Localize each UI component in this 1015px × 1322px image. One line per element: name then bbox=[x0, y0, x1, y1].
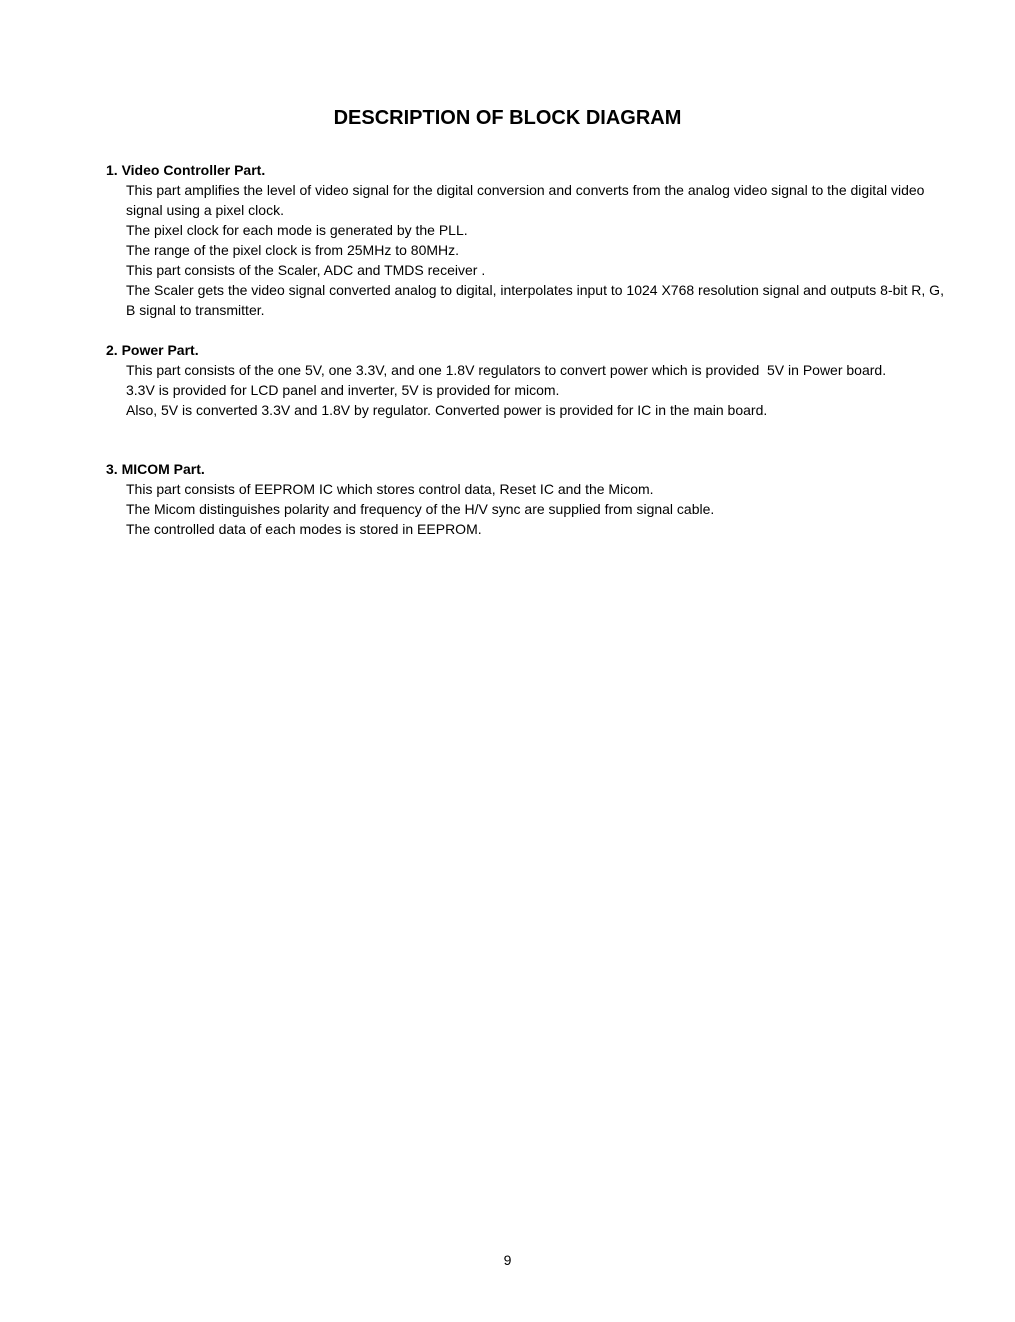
paragraph: The Scaler gets the video signal converted analog to digital, interpolates input to 1024 X768 resolution signal and outputs 8-bit R, G, B signal to transmitter. bbox=[126, 282, 944, 318]
section-heading: 1. Video Controller Part. bbox=[106, 162, 266, 178]
section-body bbox=[106, 180, 946, 320]
section-heading: 2. Power Part. bbox=[106, 342, 199, 358]
section-heading: 3. MICOM Part. bbox=[106, 461, 205, 477]
section-micom bbox=[106, 459, 946, 539]
paragraph: The range of the pixel clock is from 25MHz to 80MHz. bbox=[126, 242, 460, 258]
paragraph: The Micom distinguishes polarity and frequency of the H/V sync are supplied from signal cable. bbox=[126, 501, 715, 517]
paragraph: This part amplifies the level of video signal for the digital conversion and converts from the analog video signal to the digital video signal using a pixel clock. bbox=[126, 182, 925, 218]
section-power bbox=[106, 340, 946, 420]
page-title: DESCRIPTION OF BLOCK DIAGRAM bbox=[333, 107, 682, 130]
section-body bbox=[106, 360, 946, 420]
section-body bbox=[106, 479, 946, 539]
paragraph: This part consists of the Scaler, ADC and TMDS receiver . bbox=[126, 262, 486, 278]
paragraph: This part consists of EEPROM IC which stores control data, Reset IC and the Micom. bbox=[126, 481, 654, 497]
page-number: 9 bbox=[503, 1252, 512, 1268]
section-video-controller bbox=[106, 160, 946, 320]
paragraph: This part consists of the one 5V, one 3.3V, and one 1.8V regulators to convert power which is provided 5V in Power board. bbox=[126, 362, 887, 378]
paragraph: The controlled data of each modes is stored in EEPROM. bbox=[126, 521, 482, 537]
paragraph: Also, 5V is converted 3.3V and 1.8V by regulator. Converted power is provided for IC in the main board. bbox=[126, 402, 768, 418]
paragraph: The pixel clock for each mode is generated by the PLL. bbox=[126, 222, 468, 238]
paragraph: 3.3V is provided for LCD panel and inverter, 5V is provided for micom. bbox=[126, 382, 560, 398]
